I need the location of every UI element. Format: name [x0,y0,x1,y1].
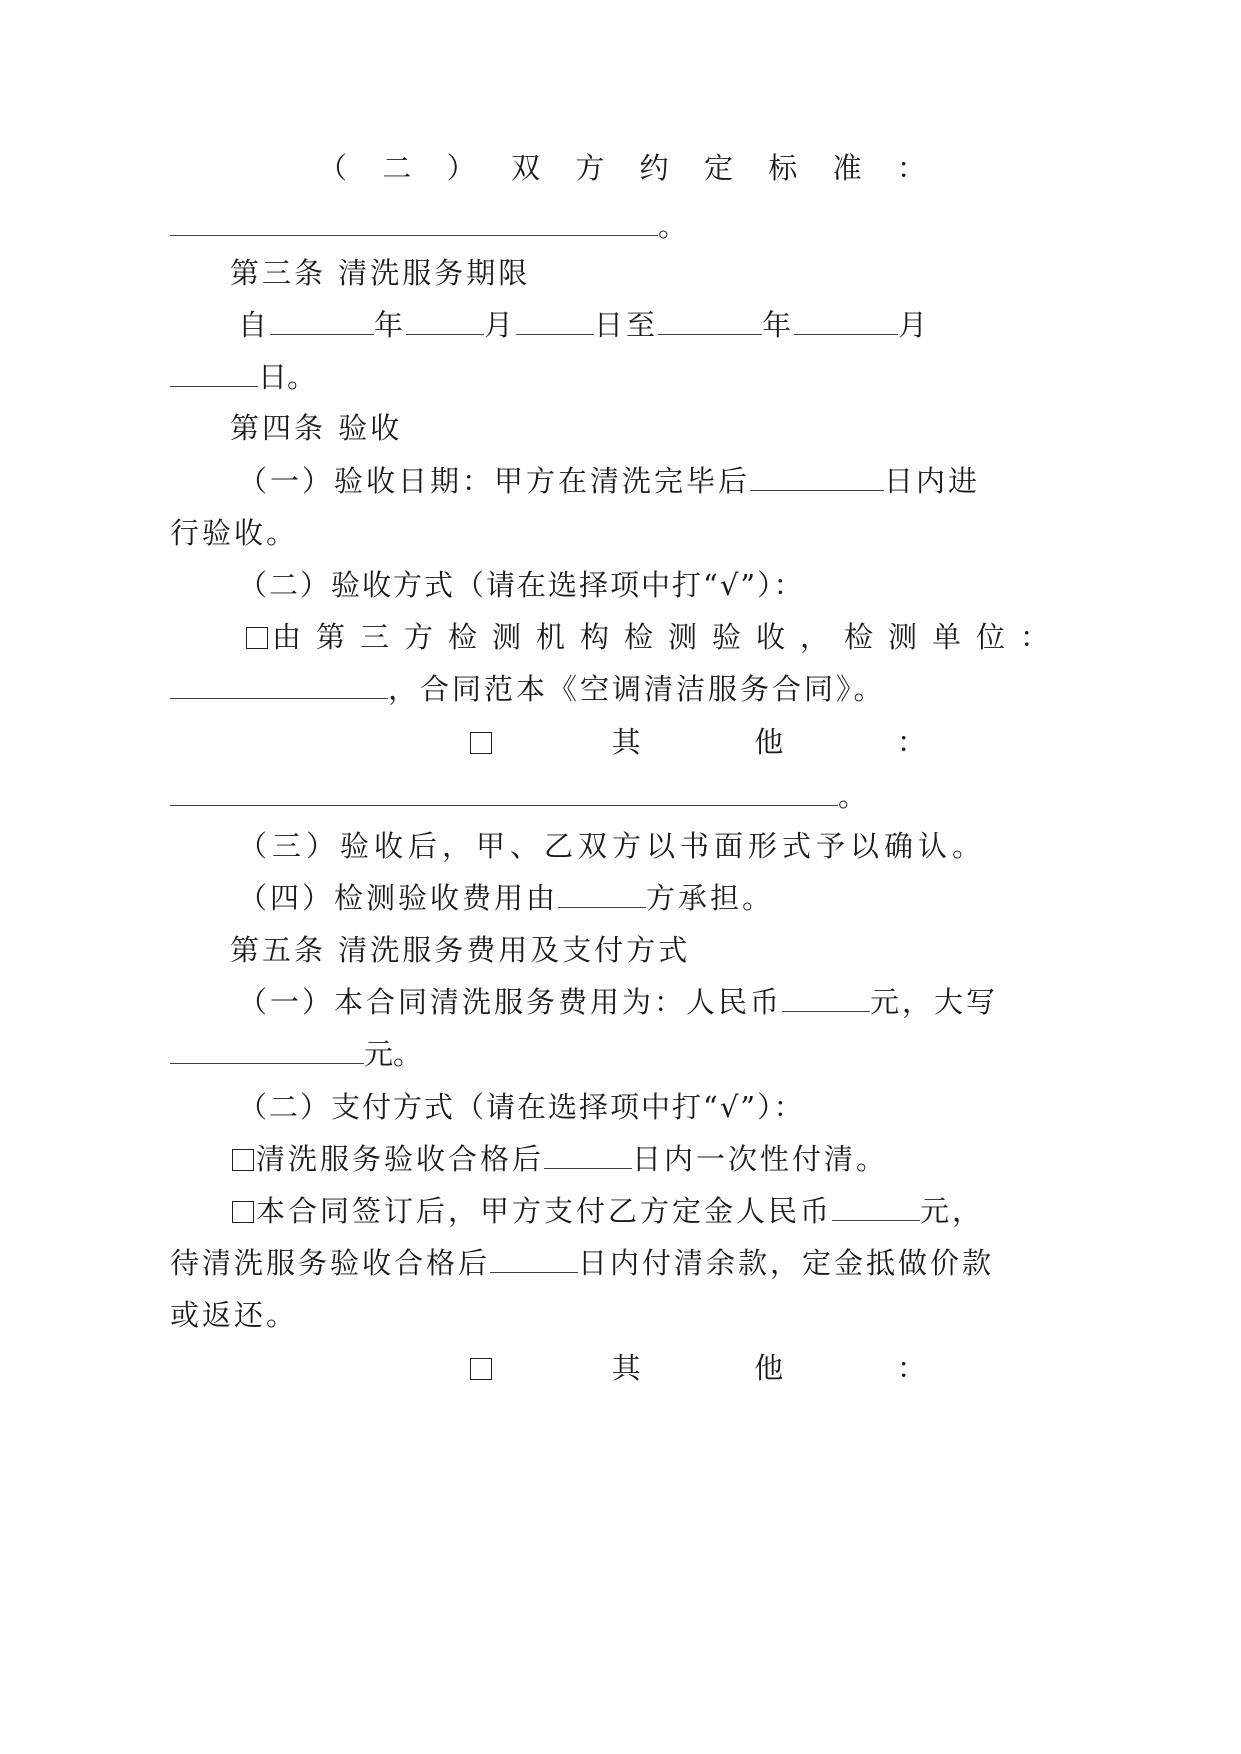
other-method-blank[interactable] [170,777,838,806]
char: ： [896,1351,926,1385]
acceptance-confirmation-line: （三）验收后，甲、乙双方以书面形式予以确认。 [238,829,987,863]
acceptance-fee-text: （四）检测验收费用由 [238,881,559,915]
clause-heading-agreed-standard [318,148,926,188]
balance-text: 待清洗服务验收合格后 [170,1246,491,1280]
testing-unit-blank[interactable] [170,670,388,699]
char: ： [896,725,926,759]
yuan-label: 元。 [364,1037,423,1071]
acceptance-date-line [238,461,980,501]
year-label: 年 [374,308,407,342]
from-label: 自 [238,308,271,342]
service-period-line [238,305,930,345]
article-5-heading: 第五条 清洗服务费用及支付方式 [230,933,691,967]
char: （ [318,151,348,185]
third-party-text: 由第三方检测机构检测验收，检测单位： [272,620,1065,654]
payment-option-2-end: 或返还。 [170,1298,299,1332]
balance-days-blank[interactable] [490,1244,578,1273]
acceptance-date-continuation: 行验收。 [170,516,299,550]
agreed-standard-blank-line [170,206,687,246]
period-mark: 。 [838,779,868,813]
checkbox-other[interactable] [470,732,492,754]
end-day-blank[interactable] [170,358,258,387]
deposit-text-end: 元， [920,1194,985,1228]
acceptance-fee-line [238,878,774,918]
month-label: 月 [898,308,931,342]
standard-blank[interactable] [170,207,658,236]
option-other-blank-line [170,776,867,816]
service-fee-line [238,982,998,1022]
acceptance-date-text-end: 日内进 [884,464,981,498]
article-3-heading: 第三条 清洗服务期限 [230,256,531,290]
payment-option-2-continuation [170,1243,994,1283]
service-fee-continuation [170,1034,422,1074]
option-third-party-continuation [170,669,886,709]
day-to-label: 日至 [594,308,659,342]
deposit-amount-blank[interactable] [832,1192,920,1221]
deposit-text: 本合同签订后，甲方支付乙方定金人民币 [256,1194,833,1228]
year-label: 年 [762,308,795,342]
pay-once-text: 清洗服务验收合格后 [256,1142,545,1176]
service-period-end-line [170,357,316,397]
acceptance-days-blank[interactable] [750,462,884,491]
start-day-blank[interactable] [516,306,594,335]
fee-party-blank[interactable] [558,879,646,908]
article-4-heading: 第四条 验收 [230,411,403,445]
char: 标 [768,151,798,185]
char: 二 [382,151,412,185]
day-label: 日。 [258,360,317,394]
char: 他 [754,1351,784,1385]
char: 他 [754,725,784,759]
option-other-line [470,722,926,762]
acceptance-date-text: （一）验收日期：甲方在清洗完毕后 [238,464,751,498]
pay-once-text-end: 日内一次性付清。 [632,1142,889,1176]
fee-amount-blank[interactable] [782,983,870,1012]
contract-template-text: ，合同范本《空调清洁服务合同》。 [388,672,886,706]
char: 定 [703,151,733,185]
char: 其 [611,725,641,759]
payment-option-2 [232,1191,984,1231]
checkbox-pay-other[interactable] [470,1358,492,1380]
char: 双 [510,151,540,185]
service-fee-text-end: 元，大写 [870,985,999,1019]
acceptance-fee-text-end: 方承担。 [646,881,775,915]
char: 方 [575,151,605,185]
option-third-party-line [246,617,1064,657]
char: 约 [639,151,669,185]
period-mark: 。 [658,209,688,243]
char: ： [896,151,926,185]
checkbox-pay-once[interactable] [232,1149,254,1171]
char: ） [446,151,476,185]
end-month-blank[interactable] [794,306,898,335]
payment-method-heading: （二）支付方式（请在选择项中打“√”）： [238,1090,805,1124]
balance-text-end: 日内付清余款，定金抵做价款 [578,1246,995,1280]
payment-option-1 [232,1139,888,1179]
start-month-blank[interactable] [406,306,484,335]
fee-uppercase-blank[interactable] [170,1035,364,1064]
checkbox-third-party[interactable] [246,627,268,649]
char: 准 [832,151,862,185]
payment-option-other-line [470,1348,926,1388]
acceptance-method-heading: （二）验收方式（请在选择项中打“√”）： [238,568,805,602]
pay-once-days-blank[interactable] [544,1140,632,1169]
char: 其 [611,1351,641,1385]
start-year-blank[interactable] [270,306,374,335]
end-year-blank[interactable] [658,306,762,335]
checkbox-deposit[interactable] [232,1201,254,1223]
month-label: 月 [484,308,517,342]
service-fee-text: （一）本合同清洗服务费用为：人民币 [238,985,783,1019]
